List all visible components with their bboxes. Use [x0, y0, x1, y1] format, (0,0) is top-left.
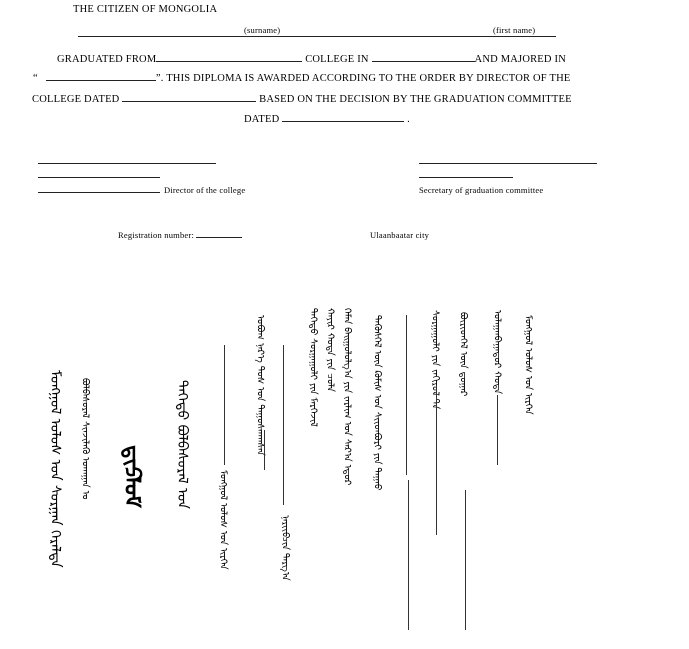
mongolian-column-f: ᠲᠡᠭᠦᠰᠬᠡᠯ ᠦᠨ ᠺᠣᠮᠢᠰ ᠤᠨ ᠰᠢᠢᠳᠪᠦᠷᠢ ᠶᠢᠨ ᠳᠠᠭᠠᠤ [371, 315, 383, 491]
registration-number-blank [196, 230, 242, 238]
dated-text: DATED [244, 114, 280, 125]
city-label: Ulaanbaatar city [370, 230, 430, 240]
mongolian-column-k: ᠮᠤᠩᠭᠤᠯ ᠤᠯᠤᠰ ᠤᠨ ᠢᠷᠭᠡᠨ [522, 315, 534, 415]
and-majored-in-text: AND MAJORED IN [474, 54, 567, 65]
mongolian-column-h: ᠨᠠᠷᠢᠢᠪᠴᠢᠨ ᠳᠠᠷᠭ᠎ᠠ [279, 515, 291, 581]
citizen-label: THE CITIZEN OF MONGOLIA [73, 4, 218, 15]
mongolian-diploma-title: ᠳ᠋ᠢᠫᠯᠣᠮ [119, 445, 144, 508]
graduated-from-text: GRADUATED FROM [57, 54, 157, 65]
mongolian-blank-line-b [264, 430, 265, 470]
order-date-blank [122, 92, 256, 102]
mongolian-column-d: ᠬᠠᠶᠢᠷ ᠬᠣᠲᠠ ᠶᠢᠨ ᠴᠤᠯᠠ [324, 308, 336, 392]
mongolian-column-e: ᠬᠡᠮᠡᠨ ᠪᠠᠢᠭᠤᠯᠤᠯᠭ᠎ᠠ ᠶᠢᠨ ᠵᠠᠷᠯᠢᠭ ᠣᠨ ᠰᠠᠷ᠎ᠠ ᠡᠳᠦᠷ [341, 308, 353, 486]
secretary-signature-rule-1 [419, 163, 597, 164]
mongolian-column-g: ᠰᠤᠷᠭᠠᠭᠤᠯᠢ ᠶᠢᠨ ᠵᠠᠬᠢᠷᠤᠯ ᠲᠠ [429, 310, 441, 410]
mongolian-blank-line-a [224, 345, 225, 465]
mongolian-column-b: ᠣᠪᠤᠭ ᠨᠡᠷ᠎ᠡ ᠳᠤᠰ ᠣᠨ ᠳᠠᠭᠤᠰᠬᠠᠭᠰᠠᠨ [254, 315, 266, 456]
college-name-blank [156, 52, 302, 62]
college-in-text: COLLEGE IN [305, 54, 369, 65]
diploma-line-1 [57, 52, 566, 65]
secretary-signature-rule-2 [419, 177, 513, 178]
mongolian-blank-line-e [408, 480, 409, 630]
college-dated-text: COLLEGE DATED [32, 94, 120, 105]
mongolian-blank-line-h [497, 395, 498, 465]
registration-label: Registration number: [118, 230, 242, 240]
major-blank [46, 71, 156, 81]
diploma-line-4 [244, 112, 410, 125]
mongolian-column-j: ᠤᠯᠠᠭᠠᠨᠪᠠᠭᠠᠲᠤᠷ ᠬᠣᠲᠠ [491, 310, 503, 395]
mongolian-column-i: ᠪᠦᠷᠢᠳᠭᠡᠯ ᠦᠨ ᠳ᠋ᠤᠭᠠᠷ [457, 312, 469, 397]
mongolian-higher-education-column: ᠳᠡᠭᠡᠳᠦ ᠪᠣᠯᠪᠠᠰᠤᠷᠠᠯ ᠤᠨ [174, 380, 190, 509]
director-signature-rule-1 [38, 163, 216, 164]
mongolian-blank-line-f [436, 385, 437, 535]
surname-label: (surname) [244, 25, 281, 35]
secretary-label: Secretary of graduation committee [419, 185, 544, 195]
diploma-line-2 [33, 71, 571, 84]
open-quote: “ [33, 73, 38, 84]
mongolian-blank-line-d [406, 315, 407, 475]
mongolian-blank-line-g [465, 490, 466, 630]
based-on-text: BASED ON THE DECISION BY THE GRADUATION COMMITTEE [259, 94, 572, 105]
decision-date-blank [282, 112, 404, 122]
director-signature-rule-2 [38, 177, 160, 178]
mongolian-column-c: ᠳᠡᠭᠡᠳᠦ ᠰᠤᠷᠭᠠᠭᠤᠯᠢ ᠶᠢᠨ ᠮᠡᠷᠭᠡᠵᠢᠯ [307, 308, 319, 427]
name-rule [78, 36, 556, 37]
awarded-text: ”. THIS DIPLOMA IS AWARDED ACCORDING TO THE ORDER BY DIRECTOR OF THE [155, 73, 571, 84]
mongolian-state-column: ᠮᠤᠩᠭᠤᠯ ᠤᠯᠤᠰ ᠤᠨ ᠰᠤᠷᠭᠠᠨ ᠭᠡᠷᠡᠯᠲᠡ [47, 370, 63, 568]
diploma-line-3 [32, 92, 572, 105]
director-label: Director of the college [164, 185, 246, 195]
mongolian-blank-line-c [283, 345, 284, 505]
first-name-label: (first name) [493, 25, 536, 35]
mongolian-ministry-column: ᠪᠣᠯᠪᠠᠰᠤᠷᠠᠯ ᠰᠢᠨᠵᠢᠯᠡᠬᠦ ᠤᠬᠠᠭᠠᠨ ᠤ [79, 378, 91, 500]
city-blank [372, 52, 475, 62]
period-text: . [407, 114, 410, 125]
director-signature-rule-3 [38, 192, 160, 193]
mongolian-column-a: ᠮᠤᠩᠭᠤᠯ ᠤᠯᠤᠰ ᠤᠨ ᠢᠷᠭᠡᠨ [217, 470, 229, 570]
